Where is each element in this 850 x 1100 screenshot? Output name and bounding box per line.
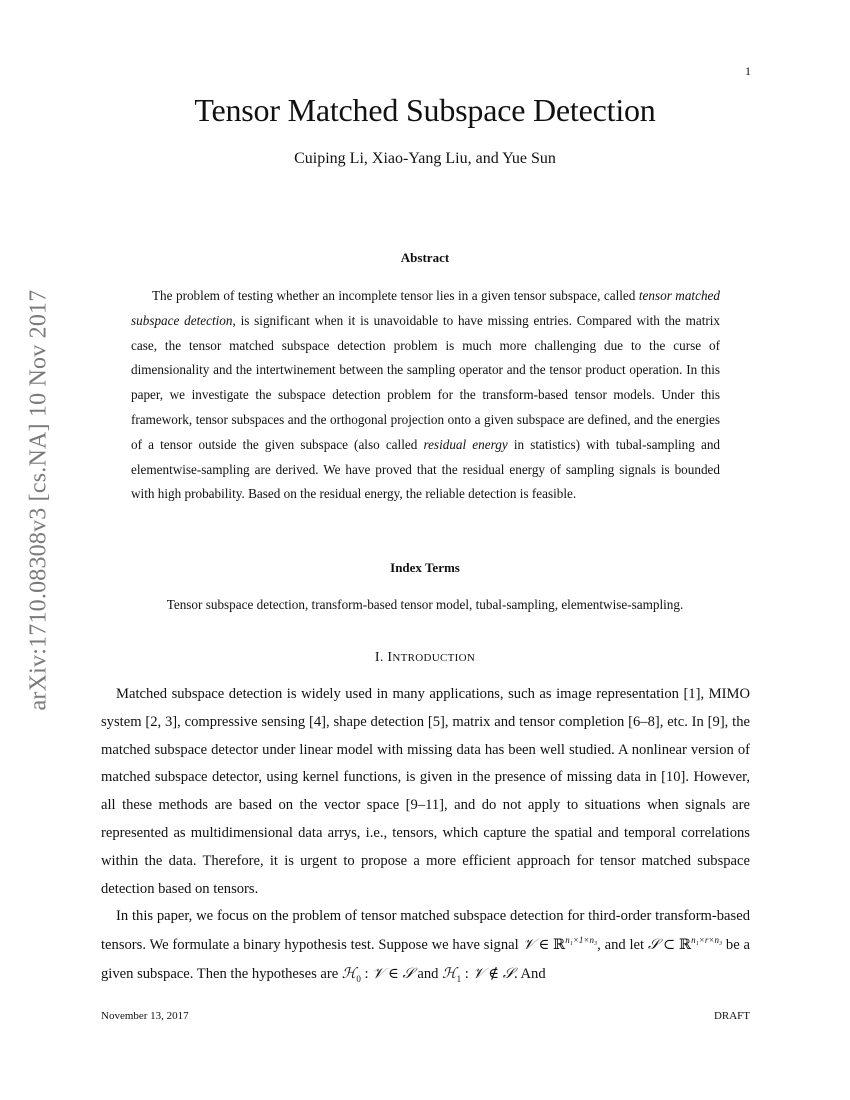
math-subspace-s-2: 𝒮 bbox=[402, 964, 414, 982]
math-subspace-s-3: 𝒮 bbox=[502, 964, 514, 982]
math-element-of: ∈ bbox=[384, 965, 403, 982]
introduction-body bbox=[101, 681, 750, 989]
abstract-heading: Abstract bbox=[400, 250, 450, 265]
page-number: 1 bbox=[745, 64, 751, 78]
arxiv-identifier-stamp: arXiv:1710.08308v3 [cs.NA] 10 Nov 2017 bbox=[25, 289, 52, 711]
intro-p2-text-a: In this paper, we focus on the problem of tensor matched subspace detection for third-order transform-based tensors. We formulate a binary hypothesis test. Suppose we have signal bbox=[101, 908, 750, 954]
math-subspace-s: 𝒮 bbox=[647, 936, 660, 954]
abstract-part-2: , is significant when it is unavoidable to have missing entries. Compared with the matrix case, the tensor matched subspace detection problem is much more challenging due to the curse of dimensionality and the intertwinement between the sampling operator and the tensor product operation. In this paper, we investigate the subspace detection problem for the transform-based tensor models. Under this framework, tensor subspaces and the orthogonal projection onto a given subspace are defined, and the energies of a tensor outside the given subspace (also called bbox=[131, 312, 721, 452]
footer-draft-label: DRAFT bbox=[713, 1010, 750, 1022]
index-terms-text: Tensor subspace detection, transform-based tensor model, tubal-sampling, elementwise-sampling. bbox=[166, 597, 684, 612]
math-signal-v-3: 𝒱 bbox=[472, 964, 485, 982]
intro-p2-end: . And bbox=[514, 965, 546, 982]
section-heading-introduction bbox=[0, 650, 850, 666]
paper-title: Tensor Matched Subspace Detection bbox=[194, 92, 656, 128]
math-signal-v-2: 𝒱 bbox=[372, 964, 385, 982]
abstract-part-1: The problem of testing whether an incomplete tensor lies in a given tensor subspace, called bbox=[152, 288, 639, 303]
math-signal-v: 𝒱 bbox=[522, 936, 535, 954]
abstract-term-residual-energy: residual energy bbox=[423, 436, 508, 452]
math-not-element-of: ∉ bbox=[484, 965, 503, 982]
section-title-rest: NTRODUCTION bbox=[392, 652, 476, 664]
math-h0-subscript: 0 bbox=[356, 973, 361, 984]
intro-p2-text-c: be a given subspace. Then the hypotheses are bbox=[101, 937, 750, 982]
math-reals-2: ℝ bbox=[679, 937, 692, 954]
math-subset: ⊂ bbox=[659, 937, 680, 954]
abstract-term-tmsd: tensor matched subspace detection bbox=[131, 288, 720, 328]
footer-date: November 13, 2017 bbox=[101, 1010, 189, 1022]
abstract-part-3: in statistics) with tubal-sampling and elementwise-sampling are derived. We have proved that the residual energy of sampling signals is bounded with high probability. Based on the residual energy, the reliable detection is feasible. bbox=[131, 436, 721, 502]
intro-p2-text-b: , and let bbox=[597, 937, 648, 954]
math-reals: ℝ bbox=[553, 937, 566, 954]
math-h1-subscript: 1 bbox=[456, 973, 462, 984]
math-hypothesis-h1: ℋ bbox=[442, 964, 457, 982]
section-title-initial: I bbox=[387, 650, 393, 665]
section-number: I. bbox=[374, 650, 388, 665]
math-in: ∈ bbox=[534, 937, 554, 954]
intro-paragraph-2 bbox=[101, 903, 750, 988]
intro-paragraph-1: Matched subspace detection is widely used in many applications, such as image representation [1], MIMO system [2, 3], compressive sensing [4], shape detection [5], matrix and tensor completion [6–8], etc. In [9], the matched subspace detector under linear model with missing data has been well studied. A nonlinear version of matched subspace detector, using kernel functions, is given in the presence of missing data in [10]. However, all these methods are based on the vector space [9–11], and do not apply to situations when signals are represented as multidimensional data arrys, i.e., tensors, which capture the spatial and temporal correlations within the data. Therefore, it is urgent to propose a more efficient approach for tensor matched subspace detection based on tensors. bbox=[101, 686, 750, 897]
math-dim-signal: n₁×1×n₃ bbox=[565, 935, 598, 946]
author-list: Cuiping Li, Xiao-Yang Liu, and Yue Sun bbox=[294, 150, 556, 167]
abstract-text bbox=[131, 284, 720, 507]
math-hypothesis-h0: ℋ bbox=[341, 964, 357, 982]
math-colon-2: : bbox=[461, 965, 473, 982]
intro-and: and bbox=[413, 965, 443, 982]
math-colon-1: : bbox=[360, 965, 373, 982]
index-terms-heading: Index Terms bbox=[390, 560, 460, 575]
math-dim-subspace: n₁×r×n₃ bbox=[691, 935, 723, 946]
